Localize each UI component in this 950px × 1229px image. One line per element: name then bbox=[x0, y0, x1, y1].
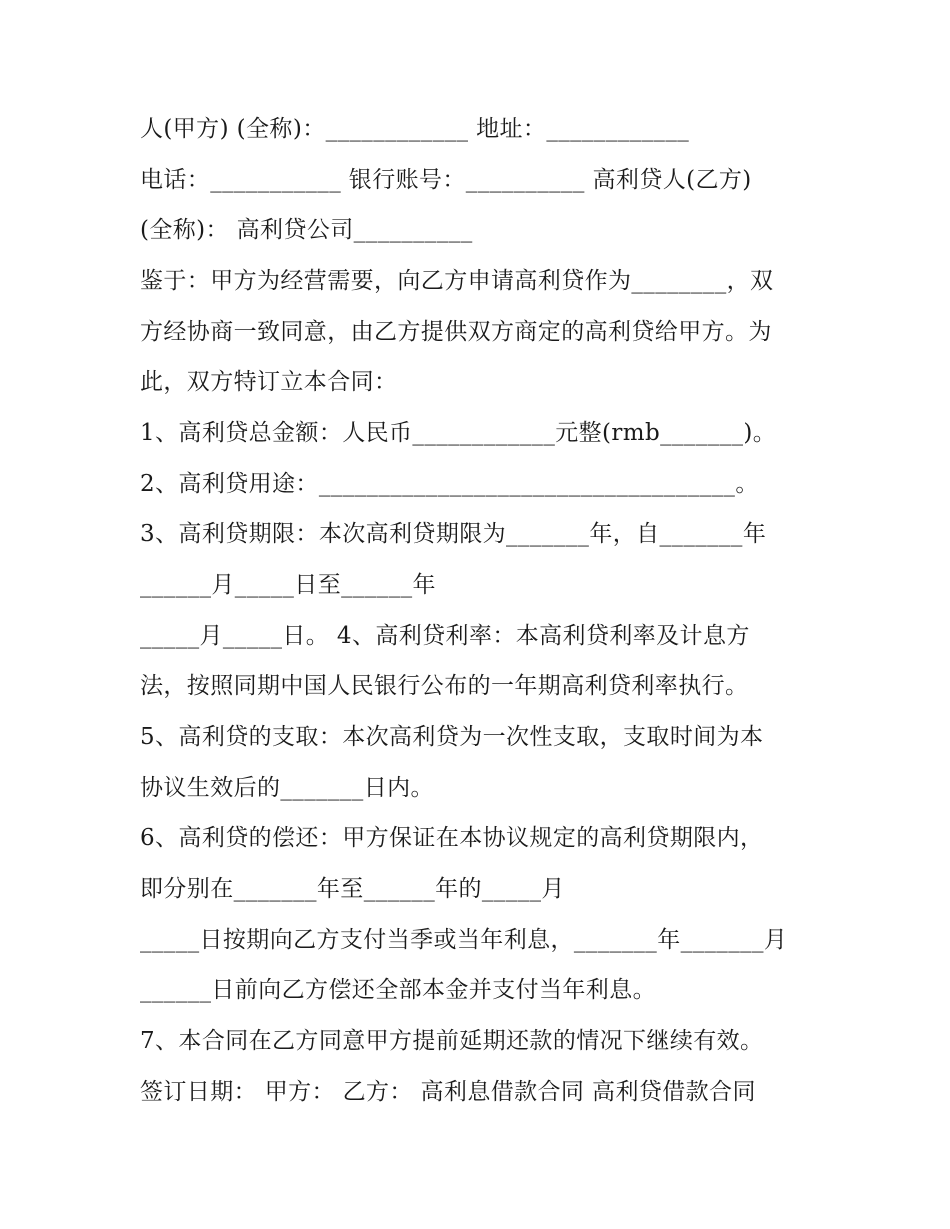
line-clause-2-purpose: 2、高利贷用途：___________________________________。 bbox=[140, 471, 759, 497]
line-clause-4-rate-1: _____月_____日。 4、高利贷利率：本高利贷利率及计息方 bbox=[140, 623, 750, 649]
line-party-b-name: (全称)： 高利贷公司__________ bbox=[140, 217, 473, 243]
line-clause-6-repayment-3: _____日按期向乙方支付当季或当年利息，_______年_______月 bbox=[140, 927, 788, 953]
line-clause-6-repayment-4: ______日前向乙方偿还全部本金并支付当年利息。 bbox=[140, 977, 656, 1003]
line-party-a-name: 人(甲方) (全称)：____________ 地址：____________ bbox=[140, 116, 690, 142]
line-whereas-1: 鉴于：甲方为经营需要，向乙方申请高利贷作为________，双 bbox=[140, 268, 774, 294]
line-clause-4-rate-2: 法，按照同期中国人民银行公布的一年期高利贷利率执行。 bbox=[140, 673, 749, 699]
line-whereas-2: 方经协商一致同意，由乙方提供双方商定的高利贷给甲方。为 bbox=[140, 319, 772, 345]
line-clause-5-withdrawal-2: 协议生效后的_______日内。 bbox=[140, 775, 434, 801]
line-clause-3-dates: ______月_____日至______年 bbox=[140, 572, 436, 598]
line-clause-6-repayment-2: 即分别在_______年至______年的_____月 bbox=[140, 876, 565, 902]
line-signature-date: 签订日期： 甲方： 乙方： 高利息借款合同 高利贷借款合同 bbox=[140, 1079, 756, 1105]
line-clause-6-repayment-1: 6、高利贷的偿还：甲方保证在本协议规定的高利贷期限内， bbox=[140, 825, 764, 851]
line-whereas-3: 此，双方特订立本合同： bbox=[140, 369, 398, 395]
line-clause-3-term: 3、高利贷期限：本次高利贷期限为_______年，自_______年 bbox=[140, 521, 767, 547]
line-clause-1-amount: 1、高利贷总金额：人民币____________元整(rmb_______)。 bbox=[140, 420, 777, 446]
line-clause-5-withdrawal-1: 5、高利贷的支取：本次高利贷为一次性支取，支取时间为本 bbox=[140, 724, 764, 750]
line-phone-account: 电话：___________ 银行账号：__________ 高利贷人(乙方) bbox=[140, 167, 752, 193]
line-clause-7-validity: 7、本合同在乙方同意甲方提前延期还款的情况下继续有效。 bbox=[140, 1028, 764, 1054]
